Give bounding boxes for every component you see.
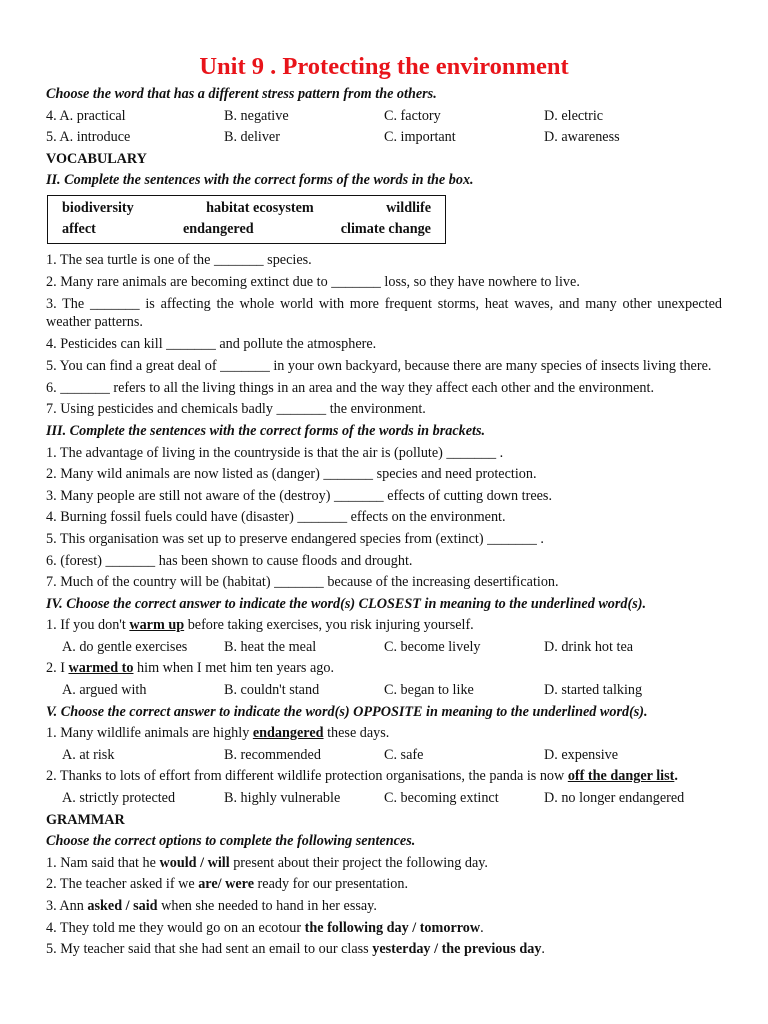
choice-options: would / will: [159, 854, 230, 871]
choice-options: yesterday / the previous day: [372, 941, 542, 958]
option-b: B. highly vulnerable: [224, 790, 341, 807]
sentence-text: 4. They told me they would go on an ecotour: [46, 919, 305, 936]
stress-q4-option-c: C. factory: [384, 107, 441, 124]
sentence-text: .: [541, 941, 545, 958]
part4-question-1: [46, 615, 722, 637]
choice-options: the following day / tomorrow: [304, 919, 481, 936]
sentence-text: 1. Nam said that he: [46, 854, 160, 871]
sentence-text: 3. Ann: [46, 898, 88, 914]
question-text: before taking exercises, you risk injuring yourself.: [184, 617, 474, 634]
sentence-text: present about their project the following day.: [229, 854, 488, 871]
option-d: D. drink hot tea: [544, 638, 634, 655]
option-b: B. couldn't stand: [224, 682, 320, 699]
grammar-sentence: [46, 939, 722, 961]
option-a: A. strictly protected: [62, 790, 176, 807]
part2-sentence: 5. You can find a great deal of _______ in your own backyard, because there are many species of insects living there.: [46, 357, 712, 374]
choice-options: asked / said: [87, 898, 158, 914]
choice-options: are/ were: [198, 876, 254, 893]
question-text: 1. Many wildlife animals are highly: [46, 725, 253, 742]
option-b: B. recommended: [224, 746, 321, 763]
part5-question-2: [46, 766, 722, 788]
part5-question-1: [46, 723, 722, 745]
part2-sentence: 2. Many rare animals are becoming extinct due to _______ loss, so they have nowhere to live.: [46, 273, 580, 290]
stress-q5-option-d: D. awareness: [544, 129, 620, 146]
part4-question-2: [46, 658, 722, 680]
option-text: A. practical: [59, 107, 126, 124]
option-c: C. safe: [384, 746, 424, 763]
part2-sentence: 6. _______ refers to all the living things in an area and the way they affect each other and the environment.: [46, 379, 655, 396]
part3-sentence: 2. Many wild animals are now listed as (danger) _______ species and need protection.: [46, 466, 537, 483]
stress-instruction: Choose the word that has a different stress pattern from the others.: [46, 86, 437, 102]
underlined-phrase: warmed to: [68, 660, 134, 677]
part5-q1-options: [46, 745, 722, 767]
part4-q1-options: [46, 637, 722, 659]
word-box-row-2: [62, 219, 431, 240]
part2-instruction: II. Complete the sentences with the correct forms of the words in the box.: [46, 172, 474, 189]
part3-sentence: 5. This organisation was set up to preserve endangered species from (extinct) _______ .: [46, 530, 544, 547]
underlined-phrase: warm up: [129, 617, 185, 634]
sentence-text: .: [480, 919, 484, 936]
part3-sentence: 6. (forest) _______ has been shown to cause floods and drought.: [46, 552, 413, 569]
part2-sentence: 1. The sea turtle is one of the _______ species.: [46, 251, 312, 268]
part3-sentence: 7. Much of the country will be (habitat) _______ because of the increasing desertification.: [46, 574, 559, 591]
option-a: A. do gentle exercises: [62, 638, 188, 655]
option-text: A. introduce: [59, 129, 131, 146]
part2-sentence: 4. Pesticides can kill _______ and pollute the atmosphere.: [46, 336, 377, 353]
part3-instruction: III. Complete the sentences with the correct forms of the words in brackets.: [46, 422, 486, 439]
part4-instruction: IV. Choose the correct answer to indicate the word(s) CLOSEST in meaning to the underlined word(s).: [46, 595, 647, 612]
grammar-sentence: [46, 896, 722, 918]
question-text: these days.: [323, 725, 390, 742]
underlined-phrase: off the danger list: [567, 768, 675, 785]
part5-q2-options: [46, 788, 722, 810]
sentence-text: 2. The teacher asked if we: [46, 876, 199, 893]
option-d: D. expensive: [544, 746, 619, 763]
word-box-item: habitat ecosystem: [206, 199, 314, 216]
stress-q4-option-a: 4. A. practical: [46, 107, 126, 124]
question-text: .: [674, 768, 678, 785]
underlined-phrase: endangered: [252, 725, 324, 742]
question-text: 2. Thanks to lots of effort from different wildlife protection organisations, the panda is now: [46, 768, 568, 785]
word-box-item: biodiversity: [62, 199, 134, 216]
part3-sentence: 4. Burning fossil fuels could have (disaster) _______ effects on the environment.: [46, 509, 506, 526]
part3-sentence: 3. Many people are still not aware of the (destroy) _______ effects of cutting down trees.: [46, 487, 553, 504]
option-c: C. began to like: [384, 682, 474, 699]
option-c: C. become lively: [384, 638, 481, 655]
part4-q2-options: [46, 680, 722, 702]
vocabulary-heading: VOCABULARY: [46, 150, 147, 167]
question-text: him when I met him ten years ago.: [133, 660, 335, 677]
word-box-item: wildlife: [386, 199, 431, 216]
stress-q5-option-a: 5. A. introduce: [46, 129, 131, 146]
stress-q5-option-b: B. deliver: [224, 129, 280, 146]
option-d: D. started talking: [544, 682, 643, 699]
stress-q5-option-c: C. important: [384, 129, 456, 146]
part2-sentence: 7. Using pesticides and chemicals badly _______ the environment.: [46, 401, 426, 418]
sentence-text: when she needed to hand in her essay.: [157, 898, 377, 914]
option-a: A. argued with: [62, 682, 147, 699]
option-d: D. no longer endangered: [544, 790, 685, 807]
grammar-sentence: [46, 874, 722, 896]
stress-q4-option-b: B. negative: [224, 107, 289, 124]
word-box-item: affect: [62, 220, 96, 237]
grammar-heading: GRAMMAR: [46, 811, 125, 828]
word-box: [47, 195, 446, 244]
question-text: 1. If you don't: [46, 617, 130, 634]
grammar-instruction: Choose the correct options to complete the following sentences.: [46, 833, 416, 850]
question-text: 2. I: [46, 660, 69, 677]
part5-instruction: V. Choose the correct answer to indicate the word(s) OPPOSITE in meaning to the underlined word(s).: [46, 703, 648, 720]
word-box-item: climate change: [340, 220, 431, 237]
sentence-text: ready for our presentation.: [254, 876, 409, 893]
stress-q4-option-d: D. electric: [544, 107, 604, 124]
grammar-sentence: [46, 918, 722, 940]
option-c: C. becoming extinct: [384, 790, 499, 807]
option-b: B. heat the meal: [224, 638, 317, 655]
word-box-item: endangered: [182, 220, 254, 237]
grammar-sentence: [46, 853, 722, 875]
part2-sentence: 3. The _______ is affecting the whole world with more frequent storms, heat waves, and many other unexpected weather patterns.: [46, 296, 722, 331]
stress-question-4: [46, 106, 722, 128]
page-title: Unit 9 . Protecting the environment: [199, 53, 569, 80]
sentence-text: 5. My teacher said that she had sent an email to our class: [46, 941, 373, 958]
word-box-row-1: [62, 198, 431, 219]
option-a: A. at risk: [62, 746, 115, 763]
part3-sentence: 1. The advantage of living in the countryside is that the air is (pollute) _______ .: [46, 444, 504, 461]
stress-question-5: [46, 127, 722, 149]
